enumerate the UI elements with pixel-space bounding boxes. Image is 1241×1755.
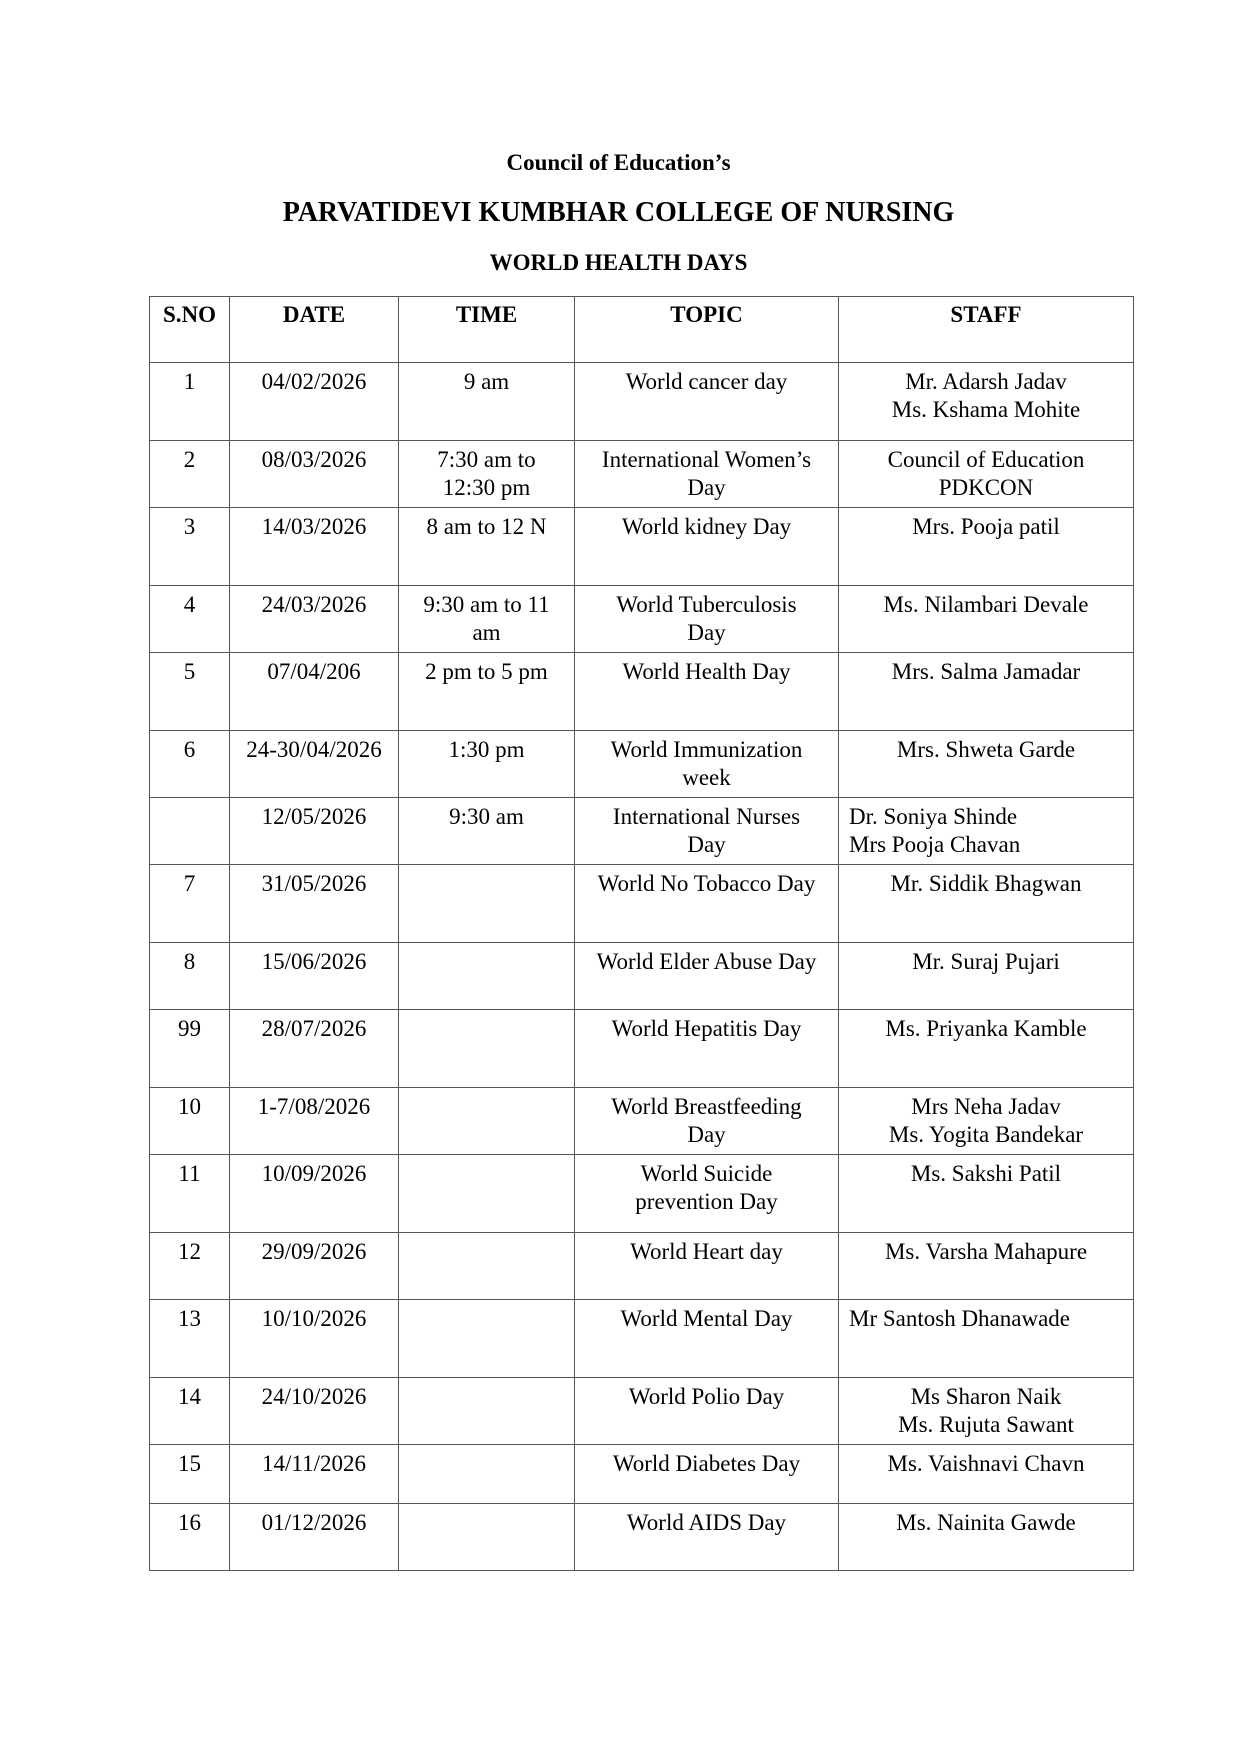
cell-sno: 14 <box>150 1378 230 1445</box>
cell-sno: 6 <box>150 731 230 798</box>
cell-topic <box>575 943 839 1010</box>
cell-time <box>399 363 575 441</box>
cell-topic <box>575 508 839 586</box>
cell-date: 10/09/2026 <box>230 1155 399 1233</box>
college-name: PARVATIDEVI KUMBHAR COLLEGE OF NURSING <box>282 197 955 228</box>
cell-staff <box>839 943 1134 1010</box>
cell-topic <box>575 1504 839 1571</box>
cell-staff <box>839 1155 1134 1233</box>
cell-staff-line: Ms Sharon Naik <box>910 1384 1062 1409</box>
cell-staff-line: Mr Santosh Dhanawade <box>849 1306 1071 1331</box>
cell-staff-line: Mrs Neha Jadav <box>911 1094 1061 1119</box>
cell-staff-line: Ms. Priyanka Kamble <box>885 1016 1087 1041</box>
cell-date: 24-30/04/2026 <box>230 731 399 798</box>
cell-topic-line: World No Tobacco Day <box>597 871 816 896</box>
cell-sno: 16 <box>150 1504 230 1571</box>
cell-staff <box>839 1233 1134 1300</box>
cell-sno: 10 <box>150 1088 230 1155</box>
cell-topic-line: World Elder Abuse Day <box>596 949 817 974</box>
table-header-row <box>150 297 1134 363</box>
column-header-topic: TOPIC <box>575 297 839 363</box>
cell-topic <box>575 1378 839 1445</box>
cell-staff <box>839 1504 1134 1571</box>
cell-topic-line: World Heart day <box>630 1239 783 1264</box>
cell-topic-line: Day <box>687 1122 726 1147</box>
cell-sno: 15 <box>150 1445 230 1504</box>
cell-staff <box>839 508 1134 586</box>
cell-staff-line: Mrs. Salma Jamadar <box>891 659 1081 684</box>
cell-staff-line: Ms. Nainita Gawde <box>896 1510 1076 1535</box>
cell-date: 01/12/2026 <box>230 1504 399 1571</box>
cell-staff <box>839 1378 1134 1445</box>
cell-topic <box>575 798 839 865</box>
cell-staff-line: Mrs. Pooja patil <box>912 514 1060 539</box>
cell-date: 1-7/08/2026 <box>230 1088 399 1155</box>
cell-topic-line: World Polio Day <box>628 1384 785 1409</box>
cell-sno: 12 <box>150 1233 230 1300</box>
cell-date: 28/07/2026 <box>230 1010 399 1088</box>
cell-sno: 8 <box>150 943 230 1010</box>
cell-staff-line: Mrs Pooja Chavan <box>849 832 1021 857</box>
cell-topic-line: World Mental Day <box>620 1306 793 1331</box>
cell-staff <box>839 586 1134 653</box>
cell-topic <box>575 1445 839 1504</box>
cell-topic <box>575 441 839 508</box>
cell-staff-line: PDKCON <box>938 475 1034 500</box>
table-row <box>150 1378 1134 1445</box>
table-row <box>150 865 1134 943</box>
cell-time <box>399 1445 575 1504</box>
cell-topic <box>575 1300 839 1378</box>
cell-time-line: 1:30 pm <box>448 737 525 762</box>
table-row <box>150 586 1134 653</box>
cell-staff <box>839 1445 1134 1504</box>
cell-sno: 2 <box>150 441 230 508</box>
cell-date: 24/03/2026 <box>230 586 399 653</box>
cell-time <box>399 508 575 586</box>
cell-staff <box>839 865 1134 943</box>
cell-time <box>399 943 575 1010</box>
cell-date: 24/10/2026 <box>230 1378 399 1445</box>
cell-staff-line: Ms. Nilambari Devale <box>883 592 1089 617</box>
cell-topic-line: World Tuberculosis <box>616 592 797 617</box>
cell-topic-line: Day <box>687 475 726 500</box>
cell-time-line: 2 pm to 5 pm <box>425 659 548 684</box>
cell-time <box>399 1378 575 1445</box>
cell-staff-line: Ms. Yogita Bandekar <box>888 1122 1084 1147</box>
cell-staff-line: Mrs. Shweta Garde <box>896 737 1076 762</box>
cell-topic-line: World kidney Day <box>621 514 792 539</box>
cell-sno <box>150 798 230 865</box>
cell-sno: 11 <box>150 1155 230 1233</box>
health-days-table <box>149 296 1134 1571</box>
cell-date: 08/03/2026 <box>230 441 399 508</box>
document-subtitle: WORLD HEALTH DAYS <box>489 250 748 275</box>
cell-topic <box>575 586 839 653</box>
column-header-staff: STAFF <box>839 297 1134 363</box>
cell-staff <box>839 1300 1134 1378</box>
cell-topic <box>575 865 839 943</box>
cell-staff <box>839 798 1134 865</box>
cell-topic-line: prevention Day <box>635 1189 778 1214</box>
cell-staff-line: Ms. Rujuta Sawant <box>898 1412 1074 1437</box>
cell-time <box>399 1010 575 1088</box>
cell-sno: 13 <box>150 1300 230 1378</box>
cell-time <box>399 441 575 508</box>
cell-topic-line: World Health Day <box>622 659 791 684</box>
cell-staff <box>839 363 1134 441</box>
cell-topic <box>575 653 839 731</box>
column-header-date: DATE <box>230 297 399 363</box>
table-row <box>150 1504 1134 1571</box>
cell-sno: 1 <box>150 363 230 441</box>
cell-time <box>399 653 575 731</box>
cell-topic-line: week <box>682 765 731 790</box>
table-row <box>150 1300 1134 1378</box>
cell-staff-line: Ms. Vaishnavi Chavn <box>887 1451 1085 1476</box>
cell-staff <box>839 441 1134 508</box>
cell-topic-line: World Immunization <box>610 737 803 762</box>
cell-staff-line: Dr. Soniya Shinde <box>849 804 1018 829</box>
table-row <box>150 943 1134 1010</box>
cell-staff-line: Ms. Sakshi Patil <box>910 1161 1062 1186</box>
cell-topic-line: World AIDS Day <box>626 1510 787 1535</box>
column-header-time: TIME <box>399 297 575 363</box>
cell-topic-line: Day <box>687 620 726 645</box>
cell-time-line: 9:30 am <box>449 804 524 829</box>
table-row <box>150 653 1134 731</box>
cell-staff-line: Mr. Suraj Pujari <box>912 949 1060 974</box>
table-body <box>150 363 1134 1571</box>
cell-time <box>399 865 575 943</box>
cell-time <box>399 1233 575 1300</box>
cell-topic-line: International Women’s <box>601 447 812 472</box>
table-row <box>150 1155 1134 1233</box>
cell-staff-line: Mr. Siddik Bhagwan <box>890 871 1082 896</box>
cell-date: 14/03/2026 <box>230 508 399 586</box>
cell-time-line: 12:30 pm <box>442 475 531 500</box>
cell-topic <box>575 1233 839 1300</box>
table-row <box>150 1010 1134 1088</box>
cell-topic-line: World cancer day <box>625 369 788 394</box>
cell-time-line: 8 am to 12 N <box>426 514 547 539</box>
table-row <box>150 1445 1134 1504</box>
column-header-sno: S.NO <box>150 297 230 363</box>
cell-staff <box>839 1088 1134 1155</box>
table-row <box>150 363 1134 441</box>
cell-time <box>399 586 575 653</box>
cell-time <box>399 1088 575 1155</box>
cell-date: 15/06/2026 <box>230 943 399 1010</box>
cell-sno: 99 <box>150 1010 230 1088</box>
cell-sno: 5 <box>150 653 230 731</box>
cell-topic-line: Day <box>687 832 726 857</box>
cell-sno: 4 <box>150 586 230 653</box>
cell-topic <box>575 1088 839 1155</box>
cell-topic <box>575 1155 839 1233</box>
cell-topic-line: World Breastfeeding <box>611 1094 802 1119</box>
table-row <box>150 441 1134 508</box>
council-heading: Council of Education’s <box>506 150 731 175</box>
cell-date: 29/09/2026 <box>230 1233 399 1300</box>
cell-time <box>399 1504 575 1571</box>
table-row <box>150 1088 1134 1155</box>
cell-topic-line: International Nurses <box>612 804 801 829</box>
table-row <box>150 731 1134 798</box>
cell-date: 10/10/2026 <box>230 1300 399 1378</box>
cell-date: 04/02/2026 <box>230 363 399 441</box>
cell-time-line: 9 am <box>463 369 510 394</box>
cell-time-line: 7:30 am to <box>437 447 536 472</box>
cell-time-line: am <box>472 620 501 645</box>
cell-time <box>399 1300 575 1378</box>
cell-staff <box>839 1010 1134 1088</box>
cell-topic <box>575 1010 839 1088</box>
cell-staff-line: Mr. Adarsh Jadav <box>905 369 1067 394</box>
cell-date: 31/05/2026 <box>230 865 399 943</box>
cell-sno: 3 <box>150 508 230 586</box>
cell-topic <box>575 731 839 798</box>
cell-topic-line: World Hepatitis Day <box>611 1016 802 1041</box>
cell-date: 07/04/206 <box>230 653 399 731</box>
cell-topic <box>575 363 839 441</box>
cell-time <box>399 731 575 798</box>
cell-date: 12/05/2026 <box>230 798 399 865</box>
cell-time <box>399 798 575 865</box>
cell-topic-line: World Suicide <box>640 1161 773 1186</box>
cell-date: 14/11/2026 <box>230 1445 399 1504</box>
table-row <box>150 508 1134 586</box>
cell-staff-line: Ms. Kshama Mohite <box>891 397 1081 422</box>
cell-time-line: 9:30 am to 11 <box>423 592 550 617</box>
cell-sno: 7 <box>150 865 230 943</box>
cell-topic-line: World Diabetes Day <box>612 1451 801 1476</box>
table-row <box>150 1233 1134 1300</box>
cell-staff-line: Ms. Varsha Mahapure <box>884 1239 1088 1264</box>
cell-staff <box>839 653 1134 731</box>
cell-time <box>399 1155 575 1233</box>
cell-staff-line: Council of Education <box>887 447 1085 472</box>
table-row <box>150 798 1134 865</box>
cell-staff <box>839 731 1134 798</box>
